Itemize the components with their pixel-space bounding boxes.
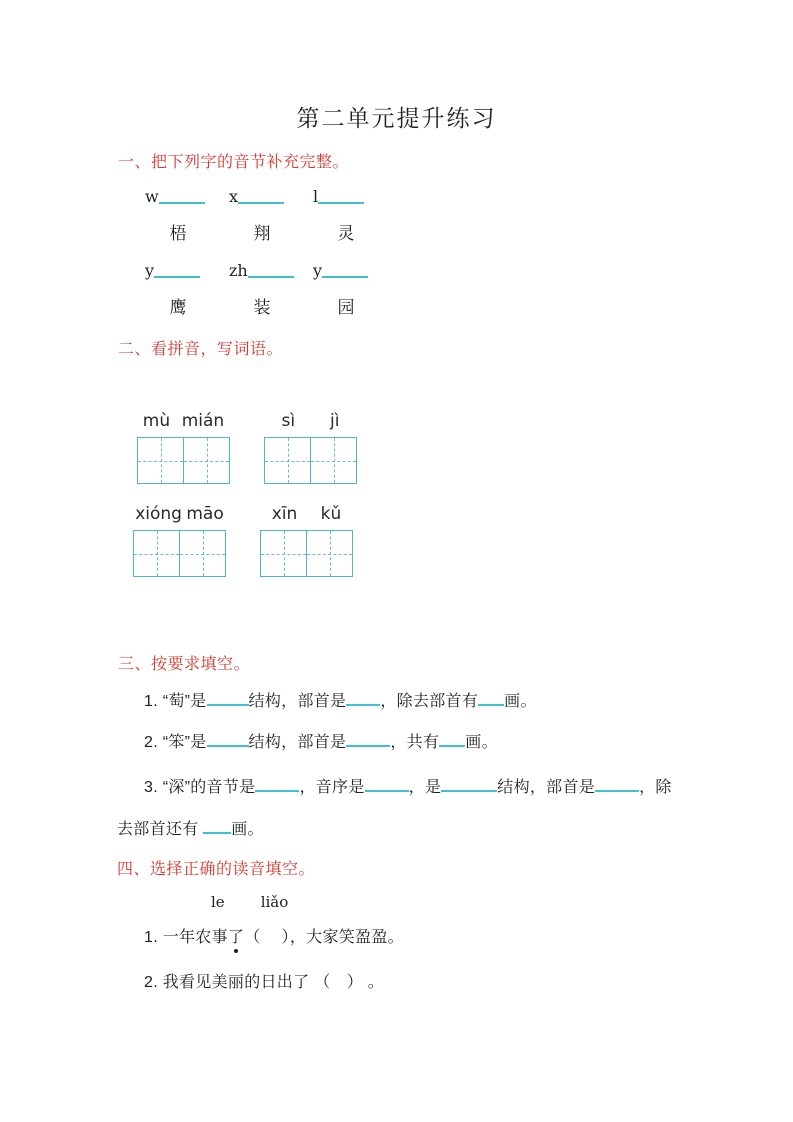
pinyin-label	[264, 411, 357, 432]
writing-grid-group	[133, 504, 226, 577]
answer-blank	[255, 775, 299, 792]
writing-grid-group	[264, 411, 357, 484]
answer-blank	[439, 730, 465, 747]
syllable-line	[229, 260, 313, 280]
syllable-item	[229, 186, 313, 244]
section1-heading: 一、把下列字的音节补充完整。	[118, 154, 350, 171]
pinyin-syllable: xīn	[271, 504, 298, 524]
character-grid	[260, 530, 353, 577]
character-grid	[137, 437, 230, 484]
sentence-item-2	[144, 969, 384, 992]
syllable-item	[313, 260, 397, 318]
emphasized-character: 了	[227, 929, 245, 946]
question-text: ，是	[408, 779, 442, 796]
pinyin-label	[133, 504, 226, 525]
answer-blank	[238, 202, 284, 204]
target-character: 园	[337, 298, 355, 317]
section3-heading: 三、按要求填空。	[118, 656, 251, 673]
answer-blank	[595, 775, 639, 792]
writing-grid-row-1	[137, 411, 357, 484]
syllable-initial: zh	[229, 261, 248, 280]
target-character: 鹰	[169, 298, 187, 317]
grid-cell	[183, 438, 229, 483]
pinyin-syllable: mián	[181, 411, 225, 431]
grid-cell	[261, 531, 306, 576]
grid-cell	[179, 531, 225, 576]
syllable-item	[145, 186, 229, 244]
writing-grid-group	[260, 504, 353, 577]
syllable-line	[313, 260, 397, 280]
question-text: ，共有	[390, 734, 440, 751]
syllable-line	[145, 260, 229, 280]
pinyin-syllable: jì	[330, 411, 340, 431]
question-text: 画。	[504, 693, 537, 710]
sentence-text: 1. 一年农事	[144, 929, 228, 946]
fill-blank-item-1	[144, 688, 537, 711]
answer-blank	[318, 202, 364, 204]
question-text: 画。	[231, 821, 264, 838]
pinyin-syllable: māo	[186, 504, 224, 524]
syllable-initial: x	[229, 187, 239, 206]
character-grid	[133, 530, 226, 577]
grid-cell	[134, 531, 179, 576]
answer-blank	[207, 689, 249, 706]
fill-blank-item-3-continued	[117, 816, 264, 839]
answer-blank	[346, 689, 380, 706]
pinyin-label	[260, 504, 353, 525]
syllable-initial: l	[313, 187, 319, 206]
syllable-item	[313, 186, 397, 244]
question-text: 1. “萄”是	[144, 693, 207, 710]
syllable-initial: y	[313, 261, 323, 280]
answer-blank	[478, 689, 504, 706]
pinyin-syllable: xióng	[135, 504, 182, 524]
question-text: ，除去部首有	[380, 693, 479, 710]
sentence-text: （ ），大家笑盈盈。	[244, 929, 404, 946]
option-le: le	[211, 893, 225, 911]
writing-grid-row-2	[133, 504, 353, 577]
target-character: 翔	[253, 224, 271, 243]
question-text: 画。	[465, 734, 498, 751]
syllable-item	[145, 260, 229, 318]
question-text: 去部首还有	[117, 821, 204, 838]
answer-blank	[441, 775, 497, 792]
answer-blank	[365, 775, 409, 792]
question-text: ，音序是	[299, 779, 365, 796]
question-text: 2. “笨”是	[144, 734, 207, 751]
question-text: 3. “深”的音节是	[144, 779, 256, 796]
section4-heading: 四、选择正确的读音填空。	[117, 861, 316, 878]
answer-blank	[154, 276, 200, 278]
writing-grid-group	[137, 411, 230, 484]
pinyin-syllable: sì	[281, 411, 296, 431]
grid-cell	[310, 438, 356, 483]
question-text: 结构，部首是	[497, 779, 596, 796]
page-title: 第二单元提升练习	[296, 105, 497, 131]
question-text: 结构，部首是	[248, 734, 347, 751]
section2-heading: 二、看拼音，写词语。	[118, 341, 284, 358]
target-character: 梧	[169, 224, 187, 243]
grid-cell	[138, 438, 183, 483]
sentence-item-1	[144, 924, 404, 947]
sentence-text: 2. 我看见美丽的日出了 （ ） 。	[144, 974, 385, 991]
syllable-item	[229, 260, 313, 318]
target-character: 装	[253, 298, 271, 317]
syllable-row-2	[145, 260, 397, 318]
answer-blank	[207, 730, 249, 747]
answer-blank	[346, 730, 390, 747]
grid-cell	[306, 531, 352, 576]
answer-blank	[203, 817, 231, 834]
fill-blank-item-2	[144, 729, 498, 752]
pinyin-syllable: kǔ	[320, 504, 342, 524]
syllable-row-1	[145, 186, 397, 244]
syllable-initial: w	[145, 187, 159, 206]
target-character: 灵	[337, 224, 355, 243]
syllable-line	[145, 186, 229, 206]
syllable-line	[313, 186, 397, 206]
grid-cell	[265, 438, 310, 483]
syllable-initial: y	[145, 261, 155, 280]
answer-blank	[248, 276, 294, 278]
syllable-line	[229, 186, 313, 206]
pinyin-syllable: mù	[142, 411, 171, 431]
question-text: 结构，部首是	[248, 693, 347, 710]
question-text: ，除	[639, 779, 672, 796]
answer-blank	[159, 202, 205, 204]
option-liao: liǎo	[260, 893, 289, 911]
answer-blank	[322, 276, 368, 278]
character-grid	[264, 437, 357, 484]
pinyin-label	[137, 411, 230, 432]
fill-blank-item-3	[144, 774, 672, 797]
pronunciation-options	[211, 893, 288, 911]
